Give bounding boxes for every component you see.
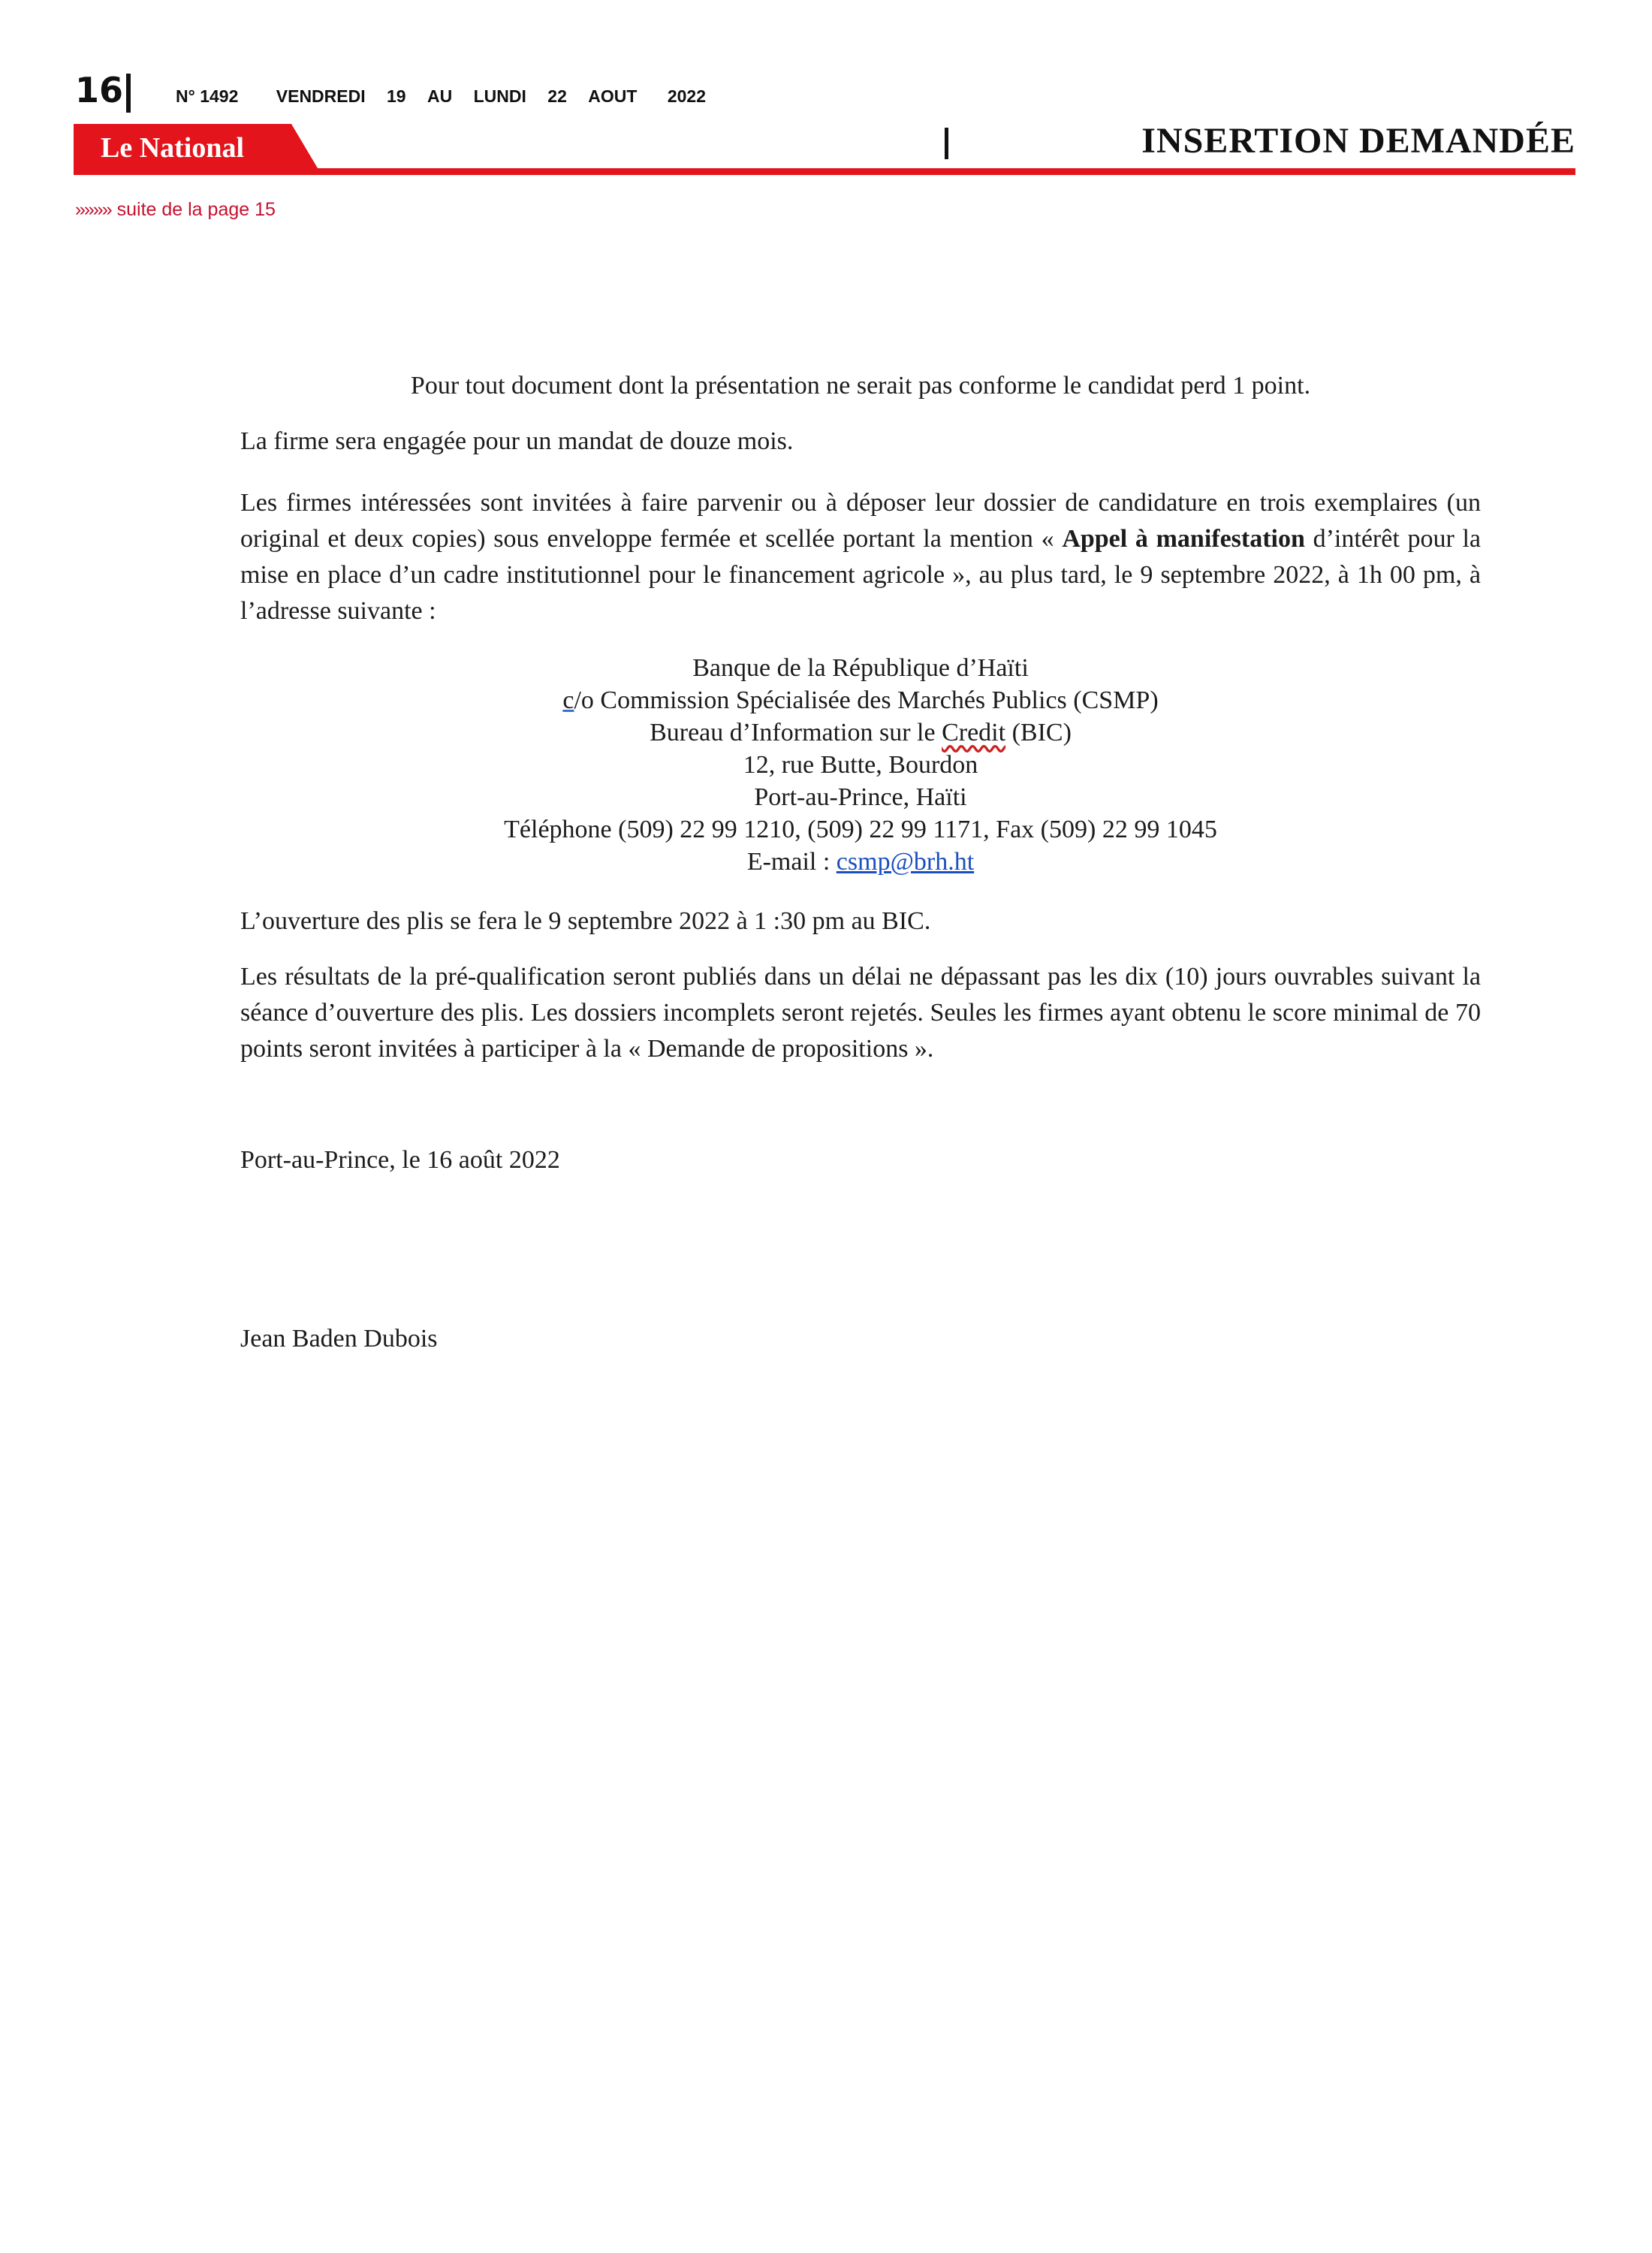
paragraph-results: Les résultats de la pré-qualification seront publiés dans un délai ne dépassant pas les dix (10) jours ouvrables suivant la séance d’ouverture des plis. Les dossiers incomplets seront rejetés. Seules les firmes ayant obtenu le score minimal de 70 points seront invitées à participer à la « Demande de propositions ».	[240, 963, 1481, 1063]
header-rule	[74, 168, 1575, 175]
submission-mention-bold: Appel à manifestation	[1062, 525, 1305, 553]
publication-logo	[74, 124, 320, 172]
address-care-of	[240, 684, 1481, 716]
care-of-prefix: c	[562, 686, 574, 714]
email-link[interactable]: csmp@brh.ht	[836, 848, 975, 876]
address-phone: Téléphone (509) 22 99 1210, (509) 22 99 1171, Fax (509) 22 99 1045	[504, 816, 1217, 843]
issue-day-start: VENDREDI	[276, 86, 366, 106]
continuation-text: suite de la page 15	[116, 199, 276, 220]
continuation-note	[75, 198, 276, 221]
notice-body	[240, 368, 1481, 1357]
issue-line	[176, 86, 706, 107]
address-city: Port-au-Prince, Haïti	[754, 783, 967, 811]
issue-number: N° 1492	[176, 86, 239, 106]
issue-connector: AU	[427, 86, 453, 106]
address-email	[240, 846, 1481, 878]
paragraph-scoring-note: Pour tout document dont la présentation ne serait pas conforme le candidat perd 1 point.	[410, 372, 1311, 400]
page-number-divider	[126, 74, 131, 113]
publication-name: Le National	[101, 132, 245, 164]
email-label: E-mail :	[746, 848, 837, 876]
section-title: INSERTION DEMANDÉE	[1141, 121, 1575, 161]
continuation-arrows: »»»»	[75, 199, 111, 220]
bureau-start: Bureau d’Information sur le	[650, 719, 942, 746]
paragraph-submission	[240, 485, 1481, 629]
issue-month: AOUT	[588, 86, 638, 106]
address-bureau	[240, 716, 1481, 749]
issue-date-end: 22	[547, 86, 567, 106]
issue-year: 2022	[667, 86, 707, 106]
page-number: 16	[75, 70, 124, 110]
submission-text-end: d’intérêt pour la mise en place d’un cadre institutionnel pour le financement agricole », au plus tard, le 9 septembre 2022, à 1h 00 pm, à l’adresse suivante :	[240, 525, 1482, 625]
address-block	[240, 652, 1481, 878]
bureau-end: (BIC)	[1005, 719, 1072, 746]
care-of-rest: /o Commission Spécialisée des Marchés Publics (CSMP)	[574, 686, 1159, 714]
issue-date-start: 19	[387, 86, 406, 106]
submission-text-start: Les firmes intéressées sont invitées à faire parvenir ou à déposer leur dossier de candidature en trois exemplaires (un original et deux copies) sous enveloppe fermée et scellée portant la mention «	[240, 489, 1481, 553]
bureau-credit-word: Credit	[942, 719, 1006, 746]
issue-day-end: LUNDI	[473, 86, 526, 106]
address-bank: Banque de la République d’Haïti	[692, 654, 1029, 682]
paragraph-opening: L’ouverture des plis se fera le 9 septembre 2022 à 1 :30 pm au BIC.	[240, 907, 931, 935]
signatory-name: Jean Baden Dubois	[240, 1325, 438, 1353]
header-divider	[945, 128, 948, 159]
paragraph-mandate: La firme sera engagée pour un mandat de douze mois.	[240, 427, 794, 455]
place-date: Port-au-Prince, le 16 août 2022	[240, 1146, 560, 1174]
address-street: 12, rue Butte, Bourdon	[743, 751, 978, 779]
